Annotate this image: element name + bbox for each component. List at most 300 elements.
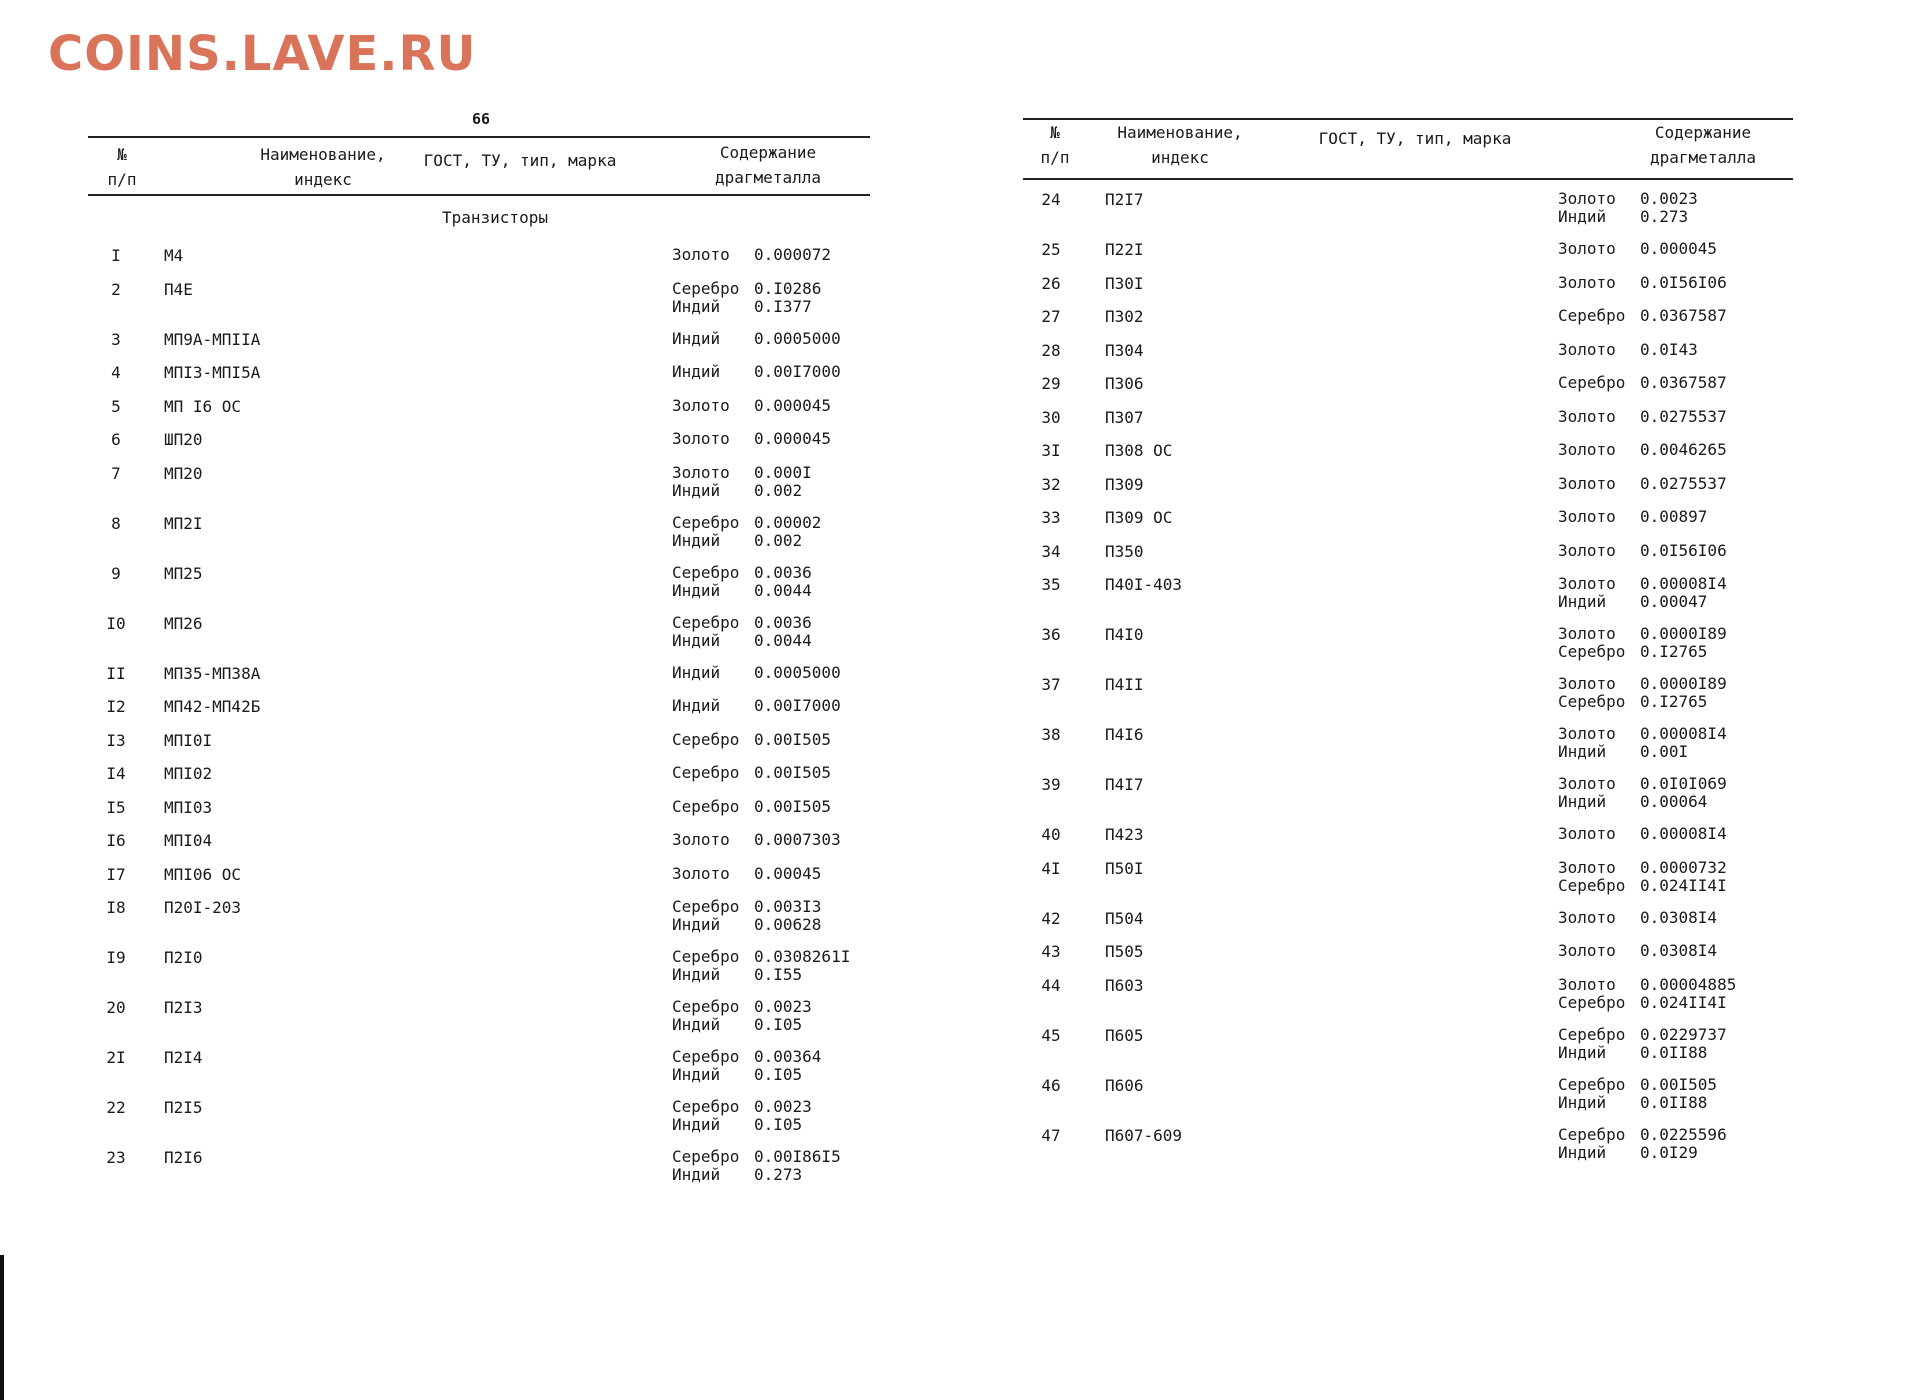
metal-value: 0.0I0I069 [1640, 774, 1727, 793]
metal-name: Золото [1558, 272, 1616, 292]
metal-line [1558, 1044, 1727, 1062]
metal-name: Серебро [672, 997, 740, 1016]
metal-value: 0.0000I89 [1640, 624, 1727, 643]
item-name: П40I-403 [1105, 575, 1183, 594]
metal-line [672, 514, 821, 532]
metal-line [672, 1016, 812, 1034]
metal-name: Золото [1558, 724, 1616, 743]
row-number: 35 [1041, 575, 1061, 594]
item-name: МП I6 ОС [164, 396, 242, 416]
metal-name: Индий [672, 662, 721, 682]
row-number: 20 [106, 998, 126, 1017]
row-number: 3 [111, 329, 121, 349]
metal-line [672, 1166, 841, 1184]
row-number: 4I [1041, 858, 1061, 878]
metal-content [1558, 508, 1707, 526]
item-name: П4I6 [1105, 725, 1144, 744]
metal-line [672, 330, 841, 348]
metal-value: 0.0023 [754, 1097, 812, 1116]
metal-name: Серебро [672, 729, 740, 749]
metal-line [1558, 793, 1727, 811]
metal-value: 0.000I [754, 462, 812, 482]
item-name: П504 [1105, 908, 1144, 928]
metal-line [1558, 859, 1727, 877]
metal-line [672, 614, 812, 632]
item-name: МПI04 [164, 831, 213, 850]
metal-line [672, 1116, 812, 1134]
item-name: П4I7 [1105, 775, 1144, 794]
row-number: I8 [106, 898, 126, 917]
metal-line [1558, 825, 1727, 843]
metal-value: 0.00008I4 [1640, 574, 1727, 593]
metal-name: Серебро [1558, 642, 1626, 661]
item-name: П2I5 [164, 1098, 203, 1117]
metal-name: Индий [672, 915, 721, 934]
row-number: I [111, 246, 121, 265]
metal-value: 0.00364 [754, 1047, 822, 1066]
metal-value: 0.00628 [754, 915, 822, 934]
item-name: П606 [1105, 1075, 1144, 1095]
metal-line [1558, 909, 1717, 927]
row-number: 29 [1041, 374, 1061, 393]
metal-line [1558, 593, 1727, 611]
metal-name: Серебро [672, 796, 740, 816]
row-number: 44 [1041, 975, 1061, 995]
metal-value: 0.00I505 [754, 763, 832, 782]
metal-value: 0.0036 [754, 612, 812, 632]
metal-name: Индий [672, 1165, 721, 1184]
item-name: МП25 [164, 563, 203, 583]
metal-content [1558, 1026, 1727, 1062]
metal-line [1558, 408, 1727, 426]
metal-value: 0.0367587 [1640, 373, 1727, 392]
metal-line [1558, 508, 1707, 526]
metal-value: 0.00008I4 [1640, 724, 1727, 743]
metal-name: Серебро [1558, 306, 1626, 325]
metal-line [1558, 994, 1736, 1012]
item-name: МПI06 ОС [164, 864, 242, 884]
metal-content [672, 514, 821, 550]
item-name: ШП20 [164, 430, 203, 449]
row-number: I7 [106, 864, 126, 884]
item-name: П4Е [164, 279, 193, 299]
header-name: Наименование, индекс [1117, 123, 1243, 167]
metal-value: 0.00897 [1640, 507, 1708, 526]
item-name: П2I3 [164, 998, 203, 1017]
row-number: 30 [1041, 407, 1061, 427]
metal-line [672, 664, 841, 682]
row-number: 22 [106, 1098, 126, 1117]
metal-content [672, 697, 841, 715]
row-number: 2I [106, 1048, 126, 1067]
row-number: 5 [111, 396, 121, 416]
item-name: П309 ОС [1105, 508, 1173, 527]
metal-line [1558, 743, 1727, 761]
section-title: Транзисторы [442, 208, 548, 227]
metal-line [672, 948, 850, 966]
metal-name: Индий [672, 1115, 721, 1134]
page-number: 66 [472, 110, 491, 128]
item-name: П2I6 [164, 1148, 203, 1167]
metal-content [672, 430, 831, 448]
metal-name: Серебро [672, 947, 740, 966]
metal-value: 0.I05 [754, 1115, 803, 1134]
header-gost: ГОСТ, ТУ, тип, марка [423, 151, 617, 170]
metal-line [1558, 1094, 1717, 1112]
metal-line [672, 1066, 821, 1084]
metal-value: 0.0036 [754, 562, 812, 582]
metal-content [1558, 942, 1717, 960]
metal-line [1558, 341, 1698, 359]
metal-content [672, 464, 812, 500]
metal-line [1558, 208, 1698, 226]
metal-name: Индий [1558, 1142, 1607, 1162]
row-number: 47 [1041, 1125, 1061, 1145]
item-name: П2I7 [1105, 190, 1144, 209]
metal-line [1558, 942, 1717, 960]
row-number: I3 [106, 730, 126, 750]
metal-name: Золото [672, 863, 730, 883]
metal-value: 0.0023 [754, 997, 812, 1016]
metal-content [1558, 441, 1727, 459]
metal-name: Индий [672, 965, 721, 984]
metal-content [672, 280, 821, 316]
metal-line [1558, 725, 1727, 743]
row-number: I4 [106, 764, 126, 783]
metal-name: Золото [1558, 189, 1616, 208]
metal-value: 0.I377 [754, 296, 812, 316]
row-number: 2 [111, 279, 121, 299]
metal-value: 0.0000I89 [1640, 674, 1727, 693]
metal-value: 0.0II88 [1640, 1042, 1708, 1062]
metal-value: 0.0275537 [1640, 473, 1727, 493]
metal-content [1558, 408, 1727, 426]
metal-content [672, 731, 831, 749]
metal-value: 0.0005000 [754, 662, 841, 682]
row-number: 8 [111, 513, 121, 533]
metal-value: 0.0367587 [1640, 306, 1727, 325]
metal-line [672, 246, 831, 264]
metal-line [672, 798, 831, 816]
item-name: МП26 [164, 613, 203, 633]
metal-line [1558, 643, 1727, 661]
metal-line [672, 363, 841, 381]
item-name: П4II [1105, 675, 1144, 694]
metal-line [1558, 240, 1717, 258]
item-name: П307 [1105, 407, 1144, 427]
metal-name: Серебро [1558, 692, 1626, 711]
metal-value: 0.0I56I06 [1640, 540, 1727, 560]
metal-line [672, 916, 821, 934]
metal-line [1558, 1126, 1727, 1144]
metal-name: Золото [1558, 674, 1616, 693]
metal-value: 0.00002 [754, 512, 822, 532]
metal-name: Серебро [1558, 1124, 1626, 1144]
metal-value: 0.0229737 [1640, 1024, 1727, 1044]
metal-value: 0.I05 [754, 1065, 803, 1084]
metal-value: 0.0308I4 [1640, 907, 1718, 927]
metal-value: 0.0I56I06 [1640, 272, 1727, 292]
metal-name: Золото [1558, 574, 1616, 593]
item-name: МП9А-МПIIА [164, 329, 261, 349]
metal-name: Серебро [672, 1147, 740, 1166]
metal-name: Золото [1558, 440, 1616, 459]
metal-name: Золото [1558, 774, 1616, 793]
item-name: П302 [1105, 307, 1144, 326]
row-number: I0 [106, 613, 126, 633]
metal-name: Золото [1558, 907, 1616, 927]
metal-content [1558, 1126, 1727, 1162]
metal-name: Золото [1558, 941, 1616, 960]
metal-name: Индий [672, 328, 721, 348]
metal-content [1558, 1076, 1717, 1112]
metal-line [1558, 1026, 1727, 1044]
metal-line [672, 464, 812, 482]
metal-line [672, 430, 831, 448]
metal-value: 0.0275537 [1640, 406, 1727, 426]
metal-name: Серебро [1558, 875, 1626, 895]
metal-name: Индий [1558, 792, 1607, 811]
metal-name: Серебро [672, 562, 740, 582]
metal-value: 0.0044 [754, 630, 812, 650]
metal-name: Индий [1558, 1092, 1607, 1112]
metal-value: 0.0308I4 [1640, 941, 1718, 960]
metal-value: 0.000072 [754, 245, 832, 264]
metal-content [1558, 625, 1727, 661]
metal-value: 0.I0286 [754, 278, 822, 298]
metal-name: Золото [672, 462, 730, 482]
item-name: П607-609 [1105, 1125, 1183, 1145]
metal-line [672, 582, 812, 600]
item-name: П423 [1105, 825, 1144, 844]
metal-content [1558, 575, 1727, 611]
item-name: П2I4 [164, 1048, 203, 1067]
item-name: П30I [1105, 273, 1144, 293]
metal-content [1558, 909, 1717, 927]
metal-content [672, 998, 812, 1034]
header-content: Содержание драгметалла [1650, 123, 1756, 167]
item-name: П50I [1105, 858, 1144, 878]
metal-line [672, 1098, 812, 1116]
metal-value: 0.0II88 [1640, 1092, 1708, 1112]
metal-line [672, 731, 831, 749]
metal-name: Золото [1558, 473, 1616, 493]
metal-name: Серебро [672, 612, 740, 632]
metal-name: Индий [1558, 1042, 1607, 1062]
metal-line [1558, 475, 1727, 493]
metal-name: Серебро [672, 897, 740, 916]
row-number: 3I [1041, 441, 1061, 460]
metal-name: Золото [1558, 239, 1616, 258]
metal-content [1558, 675, 1727, 711]
metal-line [1558, 575, 1727, 593]
header-bottom-rule [1023, 178, 1793, 180]
metal-line [672, 280, 821, 298]
metal-content [672, 1048, 821, 1084]
metal-content [1558, 274, 1727, 292]
metal-value: 0.I2765 [1640, 642, 1708, 661]
item-name: П308 ОС [1105, 441, 1173, 460]
metal-line [1558, 1076, 1717, 1094]
header-top-rule [88, 136, 870, 138]
metal-name: Индий [672, 362, 721, 381]
metal-content [1558, 475, 1727, 493]
item-name: МПI3-МПI5А [164, 363, 261, 382]
metal-line [672, 831, 841, 849]
metal-content [672, 1098, 812, 1134]
metal-line [1558, 976, 1736, 994]
metal-content [1558, 825, 1727, 843]
metal-content [672, 798, 831, 816]
metal-line [1558, 877, 1727, 895]
item-name: М4 [164, 246, 184, 265]
row-number: I5 [106, 797, 126, 817]
row-number: 28 [1041, 340, 1061, 360]
item-name: П505 [1105, 942, 1144, 961]
metal-value: 0.00I505 [754, 796, 832, 816]
metal-name: Золото [1558, 624, 1616, 643]
metal-value: 0.0I43 [1640, 339, 1698, 359]
metal-line [1558, 675, 1727, 693]
metal-content [672, 614, 812, 650]
row-number: 9 [111, 563, 121, 583]
row-number: 7 [111, 463, 121, 483]
metal-content [1558, 341, 1698, 359]
metal-name: Золото [1558, 339, 1616, 359]
row-number: 32 [1041, 474, 1061, 494]
header-content: Содержание драгметалла [715, 143, 821, 187]
item-name: МП35-МП38А [164, 663, 261, 683]
header-number: № п/п [107, 145, 137, 189]
item-name: П306 [1105, 374, 1144, 393]
item-name: МП2I [164, 513, 203, 533]
item-name: П350 [1105, 541, 1144, 561]
metal-value: 0.0225596 [1640, 1124, 1727, 1144]
metal-content [1558, 190, 1698, 226]
metal-name: Индий [672, 1065, 721, 1084]
metal-content [672, 948, 850, 984]
metal-value: 0.I05 [754, 1015, 803, 1034]
metal-value: 0.024II4I [1640, 875, 1727, 895]
metal-value: 0.000045 [1640, 239, 1718, 258]
metal-line [1558, 1144, 1727, 1162]
metal-line [672, 865, 821, 883]
metal-value: 0.000045 [754, 429, 832, 448]
row-number: 23 [106, 1148, 126, 1167]
metal-line [672, 764, 831, 782]
item-name: МПI03 [164, 797, 213, 817]
metal-name: Серебро [672, 278, 740, 298]
metal-value: 0.I55 [754, 965, 803, 984]
item-name: П605 [1105, 1025, 1144, 1045]
row-number: II [106, 663, 126, 683]
metal-line [672, 298, 821, 316]
metal-name: Индий [672, 630, 721, 650]
metal-value: 0.00I7000 [754, 362, 841, 381]
row-number: 27 [1041, 307, 1061, 326]
metal-content [672, 397, 831, 415]
watermark: COINS.LAVE.RU [48, 26, 477, 82]
metal-line [1558, 307, 1727, 325]
metal-value: 0.273 [754, 1165, 803, 1184]
metal-content [672, 363, 841, 381]
metal-value: 0.0000732 [1640, 857, 1727, 877]
metal-line [1558, 693, 1727, 711]
item-name: П2I0 [164, 948, 203, 967]
metal-name: Индий [672, 1015, 721, 1034]
metal-name: Серебро [672, 1097, 740, 1116]
metal-value: 0.0007303 [754, 830, 841, 849]
metal-name: Серебро [1558, 373, 1626, 392]
metal-value: 0.00045 [754, 863, 822, 883]
row-number: 43 [1041, 942, 1061, 961]
header-number: № п/п [1040, 123, 1070, 167]
row-number: 37 [1041, 675, 1061, 694]
metal-value: 0.00I86I5 [754, 1147, 841, 1166]
metal-line [672, 397, 831, 415]
metal-content [672, 1148, 841, 1184]
metal-value: 0.024II4I [1640, 992, 1727, 1012]
row-number: 26 [1041, 273, 1061, 293]
header-name: Наименование, индекс [260, 145, 386, 189]
row-number: 42 [1041, 908, 1061, 928]
metal-content [672, 246, 831, 264]
row-number: 45 [1041, 1025, 1061, 1045]
metal-name: Индий [1558, 207, 1607, 226]
item-name: МП20 [164, 463, 203, 483]
row-number: 34 [1041, 541, 1061, 561]
metal-name: Серебро [672, 763, 740, 782]
row-number: 38 [1041, 725, 1061, 744]
metal-content [1558, 374, 1727, 392]
metal-name: Золото [672, 395, 730, 415]
metal-name: Золото [1558, 406, 1616, 426]
row-number: I6 [106, 831, 126, 850]
metal-line [672, 966, 850, 984]
metal-name: Серебро [672, 1047, 740, 1066]
item-name: МП42-МП42Б [164, 697, 261, 716]
metal-content [1558, 725, 1727, 761]
metal-value: 0.000045 [754, 395, 832, 415]
metal-name: Серебро [672, 512, 740, 532]
metal-value: 0.00I7000 [754, 696, 841, 715]
metal-value: 0.0005000 [754, 328, 841, 348]
metal-content [1558, 240, 1717, 258]
row-number: 25 [1041, 240, 1061, 259]
item-name: МПI0I [164, 730, 213, 750]
metal-value: 0.00047 [1640, 592, 1708, 611]
metal-name: Золото [672, 429, 730, 448]
metal-content [1558, 859, 1727, 895]
item-name: МПI02 [164, 764, 213, 783]
metal-value: 0.I2765 [1640, 692, 1708, 711]
metal-value: 0.273 [1640, 207, 1689, 226]
metal-value: 0.00008I4 [1640, 824, 1727, 843]
metal-line [672, 998, 812, 1016]
metal-value: 0.00I [1640, 742, 1689, 761]
row-number: 39 [1041, 775, 1061, 794]
metal-name: Индий [1558, 592, 1607, 611]
row-number: 46 [1041, 1075, 1061, 1095]
metal-name: Золото [672, 245, 730, 264]
metal-line [1558, 190, 1698, 208]
metal-content [672, 330, 841, 348]
item-name: П20I-203 [164, 898, 242, 917]
row-number: I9 [106, 948, 126, 967]
metal-name: Серебро [1558, 1074, 1626, 1094]
metal-line [672, 1148, 841, 1166]
metal-value: 0.0044 [754, 580, 812, 600]
